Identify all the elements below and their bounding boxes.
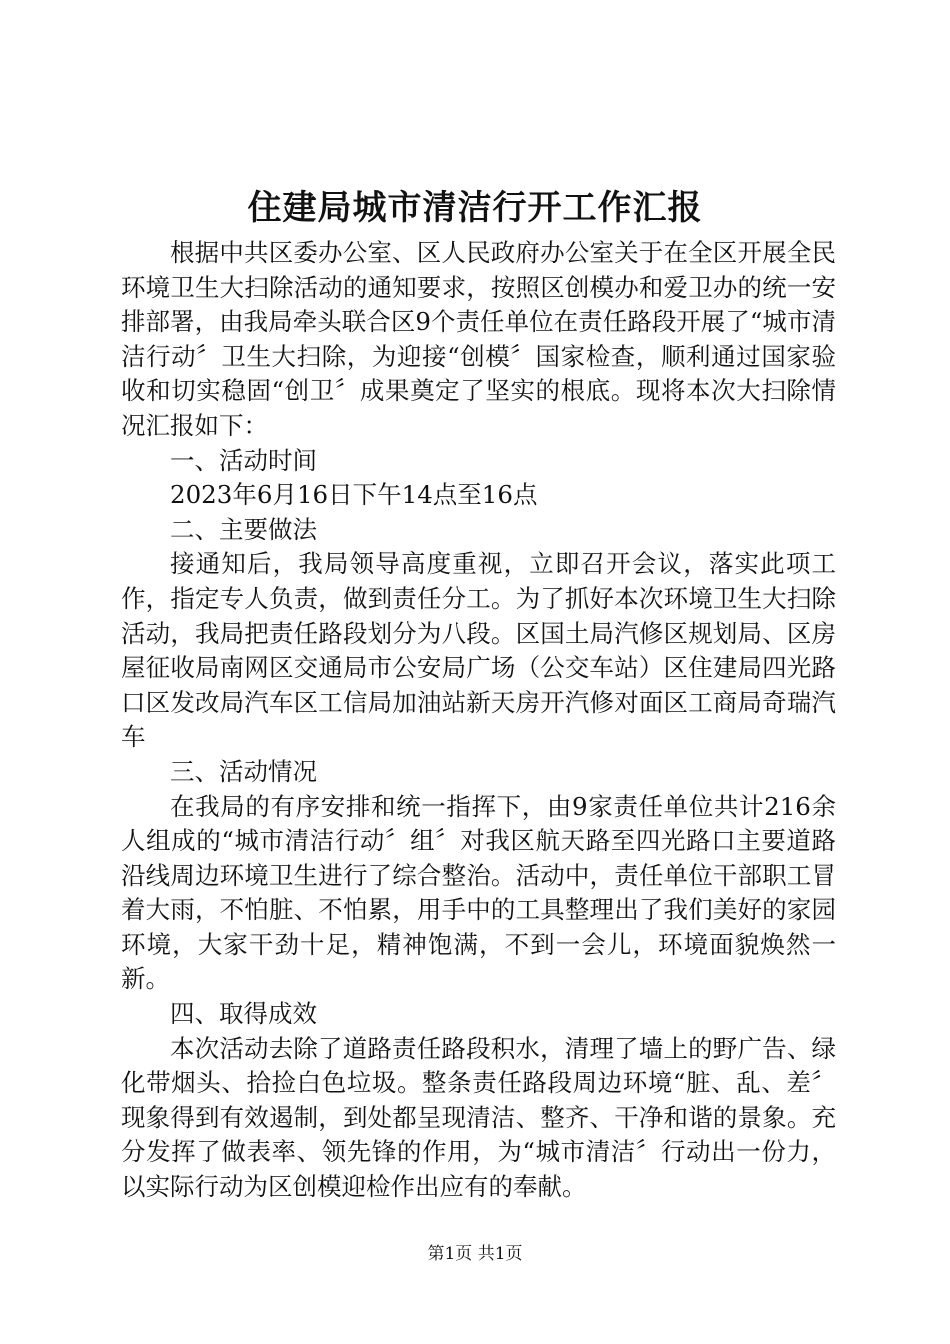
- section-heading-methods: 二、主要做法: [170, 514, 317, 544]
- activity-time-text: 2023年6月16日下午14点至16点: [170, 480, 538, 510]
- results-paragraph: 本次活动去除了道路责任路段积水，清理了墙上的野广告、绿化带烟头、拾捡白色垃圾。整条责任路段周边环境“脏、乱、差〞现象得到有效遏制，到处都呈现清洁、整齐、干净和谐的景象。充分发挥了做表率、领先锋的作用，为“城市清洁〞行动出一份力，以实际行动为区创模迎检作出应有的奉献。: [121, 1033, 836, 1202]
- page-number-footer: 第1页 共1页: [427, 1244, 523, 1264]
- document-body: [121, 236, 836, 1205]
- document-title: 住建局城市清洁行开工作汇报: [247, 188, 703, 228]
- section-heading-time: 一、活动时间: [170, 445, 317, 475]
- methods-paragraph: 接通知后，我局领导高度重视，立即召开会议，落实此项工作，指定专人负责，做到责任分工。为了抓好本次环境卫生大扫除活动，我局把责任路段划分为八段。区国土局汽修区规划局、区房屋征收局南网区交通局市公安局广场（公交车站）区住建局四光路口区发改局汽车区工信局加油站新天房开汽修对面区工商局奇瑞汽车: [121, 549, 836, 752]
- section-heading-situation: 三、活动情况: [170, 756, 317, 786]
- intro-paragraph: 根据中共区委办公室、区人民政府办公室关于在全区开展全民环境卫生大扫除活动的通知要求，按照区创模办和爱卫办的统一安排部署，由我局牵头联合区9个责任单位在责任路段开展了“城市清洁行动〞卫生大扫除，为迎接“创模〞国家检查，顺利通过国家验收和切实稳固“创卫〞成果奠定了坚实的根底。现将本次大扫除情况汇报如下：: [121, 238, 836, 440]
- situation-paragraph: 在我局的有序安排和统一指挥下，由9家责任单位共计216余人组成的“城市清洁行动〞组〞对我区航天路至四光路口主要道路沿线周边环境卫生进行了综合整治。活动中，责任单位干部职工冒着大雨，不怕脏、不怕累，用手中的工具整理出了我们美好的家园环境，大家干劲十足，精神饱满，不到一会儿，环境面貌焕然一新。: [121, 791, 836, 994]
- section-heading-results: 四、取得成效: [170, 999, 317, 1029]
